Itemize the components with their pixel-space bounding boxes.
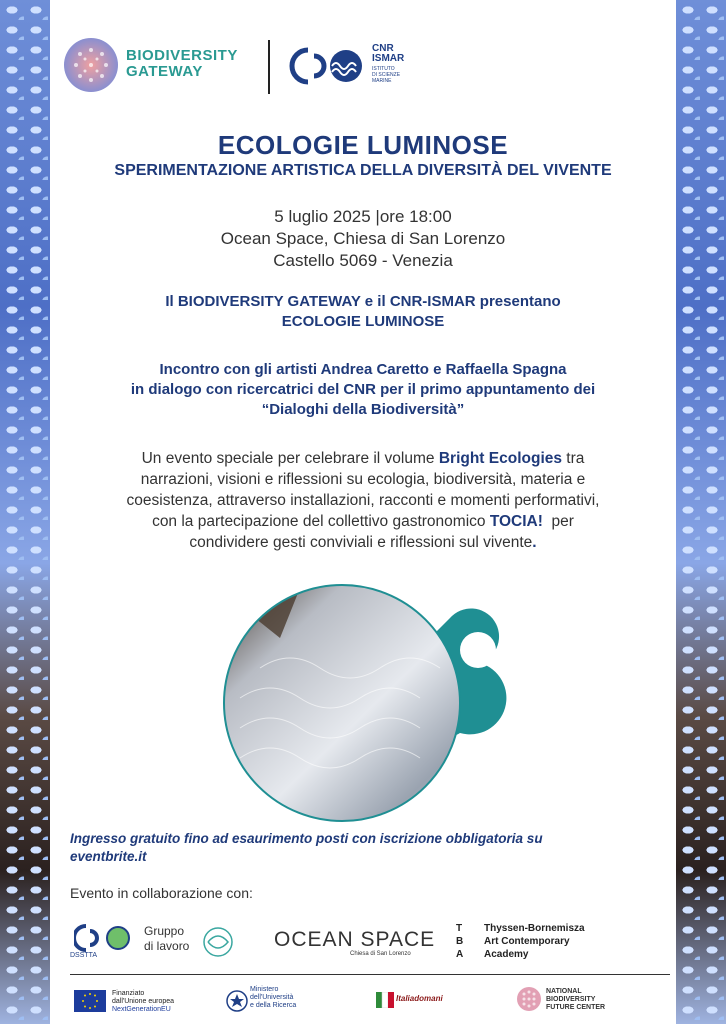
dsstta-logo-icon: [74, 924, 134, 952]
thyssen-line3: Academy: [484, 949, 529, 960]
ocean-space-sub: Chiesa di San Lorenzo: [350, 951, 411, 957]
bg-logo-line1: BIODIVERSITY: [126, 47, 238, 64]
logo-divider: [268, 40, 270, 94]
right-decorative-strip: [676, 0, 726, 1024]
left-decorative-strip: [0, 0, 50, 1024]
ismar-subtitle: [372, 66, 404, 84]
thyssen-line2: Art Contemporary: [484, 936, 570, 947]
ministry-label: [250, 986, 296, 1010]
thyssen-bornemisza-label: [484, 922, 585, 961]
bg-logo-line2: GATEWAY: [126, 63, 203, 80]
eu-line2: dall'Unione europea: [112, 998, 175, 1005]
funder-logos: [70, 984, 670, 1018]
ismar-label: ISMAR: [372, 53, 405, 64]
meeting-line2: in dialogo con ricercatrici del CNR per il primo appuntamento dei: [130, 381, 596, 398]
mur-line2: dell'Università: [250, 994, 294, 1001]
tba-b: B: [456, 936, 468, 947]
nbfc-line2: BIODIVERSITY: [546, 996, 596, 1003]
ocean-space-logo: OCEAN SPACE: [274, 928, 436, 951]
tba-a: A: [456, 949, 468, 960]
eu-flag-icon: [74, 990, 106, 1012]
biodiversity-gateway-logo-icon: [62, 36, 120, 94]
nbfc-line3: FUTURE CENTER: [546, 1004, 606, 1011]
event-image: [220, 578, 580, 828]
event-when-where: [50, 206, 676, 272]
mur-line1: Ministero: [250, 986, 279, 993]
event-title: ECOLOGIE LUMINOSE: [217, 130, 509, 160]
meeting-line1: Incontro con gli artisti Andrea Caretto e Raffaella Spagna: [159, 361, 567, 378]
tba-logo: [456, 922, 467, 961]
italiadomani-label: Italiadomani: [396, 994, 443, 1003]
eu-line3: NextGenerationEU: [112, 1006, 171, 1013]
event-desc-text: con la partecipazione del collettivo gastronomico: [152, 513, 490, 530]
meeting-line3: “Dialoghi della Biodiversità”: [261, 401, 465, 418]
ismar-sub-3: MARINE: [372, 78, 392, 84]
presentation: [50, 292, 676, 332]
event-desc-text: per: [542, 513, 574, 530]
working-group-line2: di lavoro: [144, 939, 190, 953]
ismar-sub-1: ISTITUTO: [372, 66, 395, 72]
working-group-icon: [200, 926, 236, 958]
event-desc-line2: narrazioni, visioni e riflessioni su ecologia, biodiversità, materia e: [140, 471, 586, 488]
eu-funding-label: [112, 990, 174, 1014]
event-desc-line5: [50, 532, 676, 553]
presentation-line2: ECOLOGIE LUMINOSE: [281, 313, 445, 330]
event-desc-line1: [50, 448, 676, 469]
footer-divider: [70, 974, 670, 975]
partner-logos: [70, 918, 670, 966]
cnr-label: CNR: [372, 43, 394, 54]
working-group-label: [144, 924, 189, 954]
header-logos: [62, 36, 422, 96]
collective-name: TOCIA!: [489, 513, 543, 530]
meeting-description: [50, 360, 676, 420]
admission-line1: Ingresso gratuito fino ad esaurimento posti con iscrizione obbligatoria su: [70, 831, 543, 846]
thyssen-line1: Thyssen-Bornemisza: [484, 923, 585, 934]
event-place: Ocean Space, Chiesa di San Lorenzo: [220, 229, 506, 248]
eu-line1: Finanziato: [112, 990, 145, 997]
mur-line3: e della Ricerca: [250, 1002, 297, 1009]
nbfc-line1: NATIONAL: [546, 988, 582, 995]
working-group-line1: Gruppo: [144, 924, 185, 938]
ismar-sub-2: DI SCIENZE: [372, 72, 401, 78]
ministry-emblem-icon: [226, 988, 248, 1014]
cnr-logo-icon: [288, 46, 368, 86]
collaboration-label: Evento in collaborazione con:: [70, 885, 253, 901]
event-desc-text: condividere gesti conviviali e riflessioni sul vivente: [189, 534, 533, 551]
event-date: 5 luglio 2025 |ore 18:00: [274, 207, 452, 226]
admission-note: [70, 830, 670, 866]
italiadomani-icon: [376, 992, 394, 1008]
tba-t: T: [456, 923, 467, 934]
biodiversity-gateway-wordmark: [126, 48, 238, 80]
nbfc-logo-icon: [516, 986, 542, 1012]
presentation-line1: Il BIODIVERSITY GATEWAY e il CNR-ISMAR presentano: [165, 293, 561, 310]
dsstta-label: DSSTTA: [70, 952, 98, 959]
event-desc-period: .: [532, 534, 537, 551]
event-desc-line3: coesistenza, attraverso installazioni, racconti e momenti performativi,: [126, 492, 600, 509]
event-desc-line4: [50, 511, 676, 532]
poster: [50, 0, 676, 1024]
event-subtitle: SPERIMENTAZIONE ARTISTICA DELLA DIVERSITÀ DEL VIVENTE: [114, 162, 612, 179]
event-description: [50, 448, 676, 553]
event-address: Castello 5069 - Venezia: [273, 251, 453, 270]
event-desc-text: Un evento speciale per celebrare il volume: [141, 450, 439, 467]
ismar-wordmark: [372, 44, 404, 84]
admission-link[interactable]: eventbrite.it: [70, 849, 147, 864]
book-title: Bright Ecologies: [438, 450, 562, 467]
nbfc-label: [546, 988, 605, 1012]
event-desc-text: tra: [562, 450, 585, 467]
